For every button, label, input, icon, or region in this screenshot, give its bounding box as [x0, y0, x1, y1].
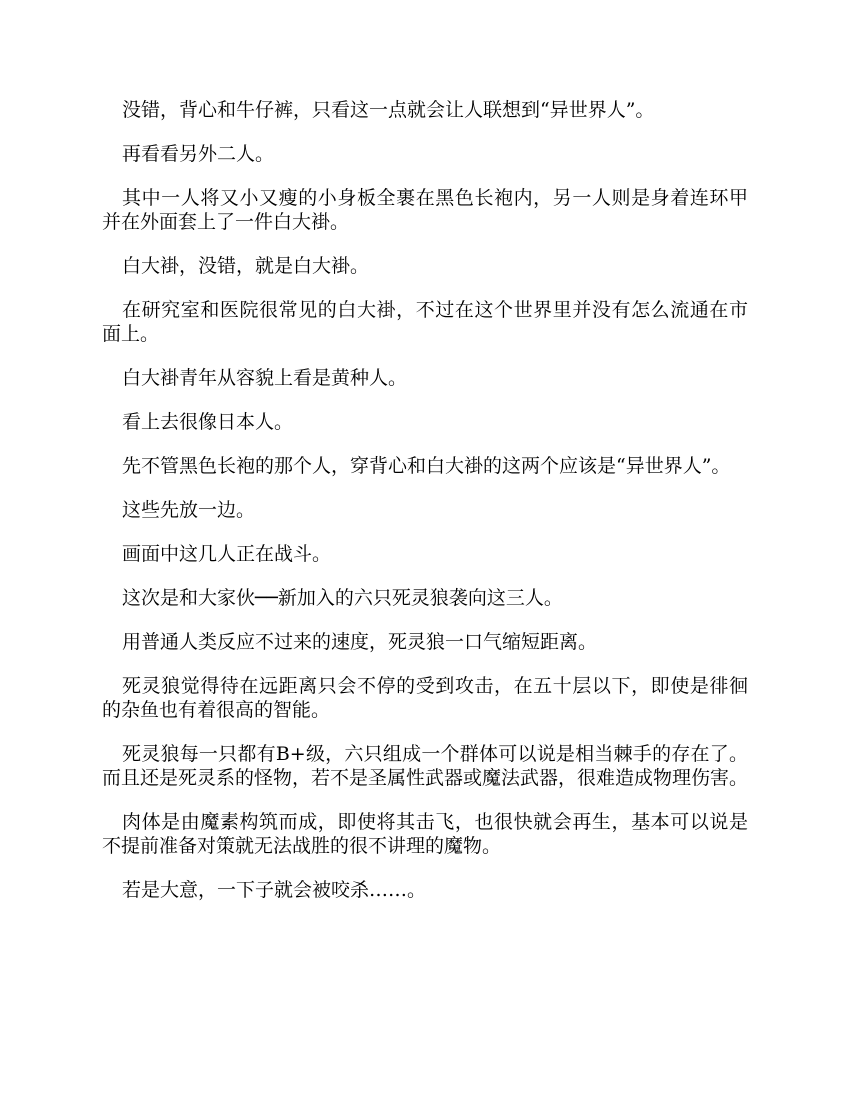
paragraph-2: 再看看另外二人。: [122, 143, 275, 165]
paragraph-16: 若是大意，一下子就会被咬杀……。: [122, 879, 427, 901]
paragraph-13: 死灵狼觉得待在远距离只会不停的受到攻击，在五十层以下，即使是徘徊的杂鱼也有着很高的智能。: [102, 675, 748, 721]
paragraph-11: 这次是和大家伙──新加入的六只死灵狼袭向这三人。: [122, 587, 563, 609]
paragraph-15: 肉体是由魔素构筑而成，即使将其击飞，也很快就会再生，基本可以说是不提前准备对策就无法战胜的很不讲理的魔物。: [102, 811, 748, 857]
paragraph-12: 用普通人类反应不过来的速度，死灵狼一口气缩短距离。: [122, 631, 598, 653]
paragraph-14: 死灵狼每一只都有B+级，六只组成一个群体可以说是相当棘手的存在了。而且还是死灵系的怪物，若不是圣属性武器或魔法武器，很难造成物理伤害。: [102, 743, 749, 789]
paragraph-10: 画面中这几人正在战斗。: [122, 543, 332, 565]
paragraph-5: 在研究室和医院很常见的白大褂，不过在这个世界里并没有怎么流通在市面上。: [102, 299, 748, 345]
document-page: [102, 98, 748, 922]
paragraph-8: 先不管黑色长袍的那个人，穿背心和白大褂的这两个应该是“异世界人”。: [122, 455, 731, 477]
paragraph-6: 白大褂青年从容貌上看是黄种人。: [122, 367, 408, 389]
paragraph-3: 其中一人将又小又瘦的小身板全裹在黑色长袍内，另一人则是身着连环甲并在外面套上了一件白大褂。: [102, 187, 748, 233]
paragraph-9: 这些先放一边。: [122, 499, 256, 521]
paragraph-7: 看上去很像日本人。: [122, 411, 294, 433]
paragraph-4: 白大褂，没错，就是白大褂。: [122, 255, 370, 277]
paragraph-1: 没错，背心和牛仔裤，只看这一点就会让人联想到“异世界人”。: [122, 99, 655, 121]
